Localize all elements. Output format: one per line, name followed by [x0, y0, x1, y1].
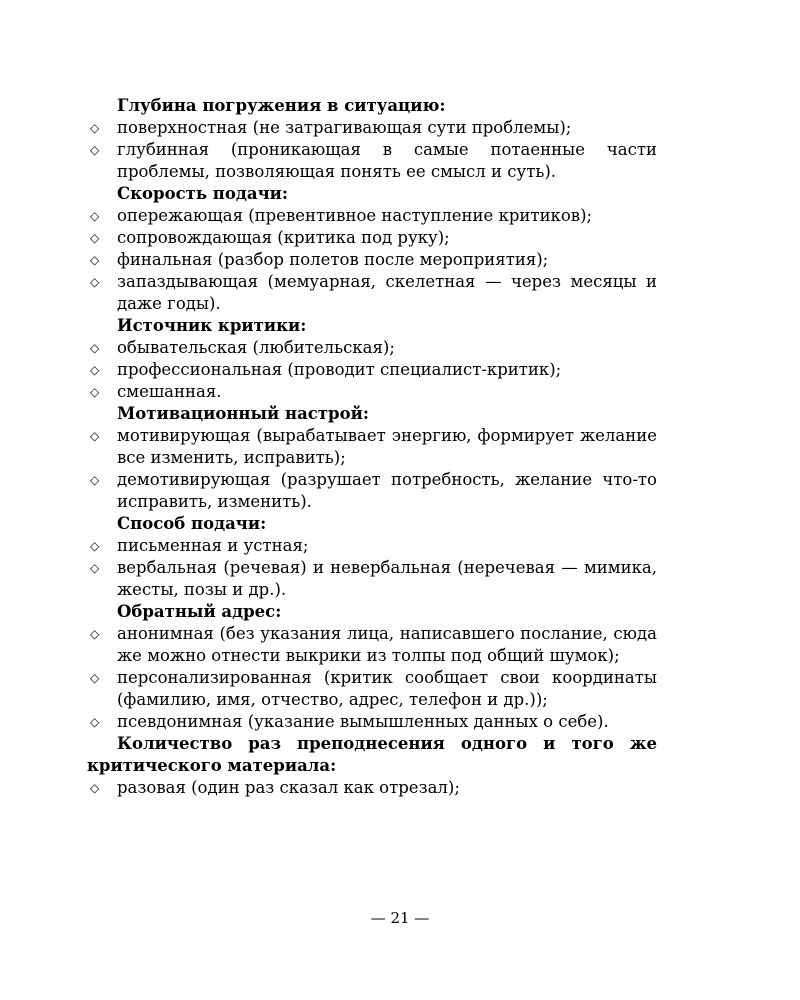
diamond-bullet-icon: ◇: [90, 627, 100, 641]
list-item: ◇ персонализированная (критик сообщает свои координаты (фамилию, имя, отчество, адрес, телефон и др.));: [90, 668, 657, 709]
list-item: ◇ псевдонимная (указание вымышленных данных о себе).: [90, 712, 609, 731]
list-item: ◇ запаздывающая (мемуарная, скелетная — через месяцы и даже годы).: [90, 272, 657, 313]
section-repetition: [87, 733, 657, 799]
section-delivery: [87, 513, 657, 601]
diamond-bullet-icon: ◇: [90, 539, 100, 553]
diamond-bullet-icon: ◇: [90, 561, 100, 575]
section-heading: Скорость подачи:: [117, 184, 288, 203]
list-item: ◇ сопровождающая (критика под руку);: [90, 228, 450, 247]
section-heading: Глубина погружения в ситуацию:: [117, 96, 446, 115]
list-item: ◇ демотивирующая (разрушает потребность, желание что-то исправить, изменить).: [90, 470, 657, 511]
list-item: ◇ мотивирующая (вырабатывает энергию, формирует желание все изменить, исправить);: [90, 426, 657, 467]
diamond-bullet-icon: ◇: [90, 363, 100, 377]
list-item: ◇ разовая (один раз сказал как отрезал);: [90, 778, 460, 797]
list-item: ◇ обывательская (любительская);: [90, 338, 395, 357]
diamond-bullet-icon: ◇: [90, 473, 100, 487]
diamond-bullet-icon: ◇: [90, 715, 100, 729]
section-source: [87, 315, 657, 403]
list-item: ◇ письменная и устная;: [90, 536, 309, 555]
section-heading: Мотивационный настрой:: [117, 404, 369, 423]
section-heading: Источник критики:: [117, 316, 307, 335]
diamond-bullet-icon: ◇: [90, 231, 100, 245]
list-item: ◇ вербальная (речевая) и невербальная (неречевая — мимика, жесты, позы и др.).: [90, 558, 657, 599]
page-number: — 21 —: [370, 909, 430, 927]
diamond-bullet-icon: ◇: [90, 143, 100, 157]
list-item: ◇ опережающая (превентивное наступление критиков);: [90, 206, 593, 225]
section-heading: Количество раз преподнесения одного и того же критического материала:: [87, 734, 657, 775]
diamond-bullet-icon: ◇: [90, 341, 100, 355]
diamond-bullet-icon: ◇: [90, 385, 100, 399]
diamond-bullet-icon: ◇: [90, 209, 100, 223]
section-depth: [87, 95, 657, 183]
diamond-bullet-icon: ◇: [90, 429, 100, 443]
list-item: ◇ поверхностная (не затрагивающая сути проблемы);: [90, 118, 572, 137]
section-return-address: [87, 601, 657, 733]
page-body: [87, 95, 657, 799]
section-speed: [87, 183, 657, 315]
diamond-bullet-icon: ◇: [90, 671, 100, 685]
diamond-bullet-icon: ◇: [90, 275, 100, 289]
list-item: ◇ анонимная (без указания лица, написавшего послание, сюда же можно отнести выкрики из толпы под общий шумок);: [90, 624, 657, 665]
section-motivation: [87, 403, 657, 513]
diamond-bullet-icon: ◇: [90, 253, 100, 267]
section-heading: Обратный адрес:: [117, 602, 282, 621]
section-heading: Способ подачи:: [117, 514, 267, 533]
list-item: ◇ смешанная.: [90, 382, 222, 401]
list-item: ◇ глубинная (проникающая в самые потаенные части проблемы, позволяющая понять ее смысл и суть).: [90, 140, 657, 181]
diamond-bullet-icon: ◇: [90, 121, 100, 135]
diamond-bullet-icon: ◇: [90, 781, 100, 795]
list-item: ◇ финальная (разбор полетов после мероприятия);: [90, 250, 549, 269]
list-item: ◇ профессиональная (проводит специалист-критик);: [90, 360, 562, 379]
